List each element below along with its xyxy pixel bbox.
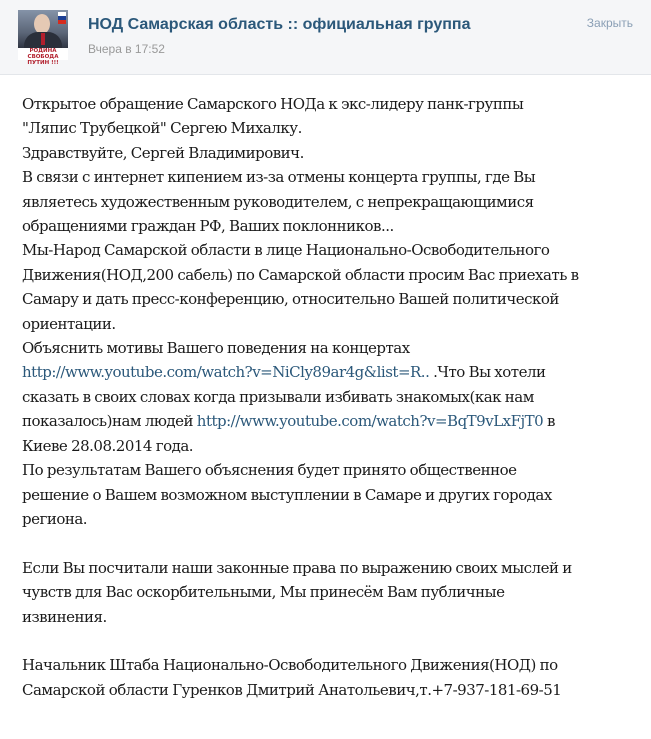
post-line-with-link [22,360,634,384]
paragraph-spacer [22,531,634,555]
post-line: Здравствуйте, Сергей Владимирович. [22,143,304,162]
post-line: Если Вы посчитали наши законные права по выражению своих мыслей и [22,558,572,577]
post-signature-line: Самарской области Гуренков Дмитрий Анатольевич,т.+7-937-181-69-51 [22,680,562,699]
avatar-banner-line1: РОДИНА СВОБОДА [27,48,59,60]
post-line: В связи с интернет кипением из-за отмены концерта группы, где Вы [22,168,536,187]
post-text-fragment: .Что Вы хотели [429,363,546,382]
avatar-portrait-image [18,10,68,48]
post-line: решение о Вашем возможном выступлении в Самаре и других городах [22,485,552,504]
post-text-fragment: в [543,412,555,431]
post-signature-line: Начальник Штаба Национально-Освободительного Движения(НОД) по [22,656,558,675]
avatar-banner-line2: ПУТИН !!! [27,60,59,66]
post-line: региона. [22,509,88,528]
post-line: "Ляпис Трубецкой" Сергею Михалку. [22,119,302,138]
russian-flag-icon [58,12,66,24]
group-avatar[interactable] [18,10,68,66]
post-header [0,0,651,75]
avatar-banner [18,48,68,66]
paragraph-spacer [22,629,634,653]
close-button[interactable]: Закрыть [586,16,633,30]
post-line: являетесь художественным руководителем, с непрекращающимися [22,192,534,211]
post-text-fragment: показалось)нам людей [22,412,197,431]
post-line-with-link [22,409,634,433]
post-line: По результатам Вашего объяснения будет принято общественное [22,461,517,480]
post-timestamp[interactable]: Вчера в 17:52 [88,42,165,56]
post-line: Открытое обращение Самарского НОДа к экс-лидеру панк-группы [22,95,524,113]
youtube-link-1[interactable]: http://www.youtube.com/watch?v=NiCly89ar4g&list=R.. [22,363,430,382]
group-name-link[interactable]: НОД Самарская область :: официальная группа [88,16,471,33]
post-text [22,92,634,702]
post-line: извинения. [22,607,107,626]
post-line: ориентации. [22,314,116,333]
post-line: Самару и дать пресс-конференцию, относительно Вашей политической [22,290,559,309]
post-line: Мы-Народ Самарской области в лице Национально-Освободительного [22,241,550,260]
post-line: обращениями граждан РФ, Ваших поклонников... [22,217,394,236]
youtube-link-2[interactable]: http://www.youtube.com/watch?v=BqT9vLxFjT0 [196,412,544,431]
post-line: Движения(НОД,200 сабель) по Самарской области просим Вас приехать в [22,265,579,284]
post-line: чувств для Вас оскорбительными, Мы принесём Вам публичные [22,583,505,602]
post-line: Объяснить мотивы Вашего поведения на концертах [22,339,410,358]
post-line: Киеве 28.08.2014 года. [22,436,194,455]
post-line: сказать в своих словах когда призывали избивать знакомых(как нам [22,387,534,406]
